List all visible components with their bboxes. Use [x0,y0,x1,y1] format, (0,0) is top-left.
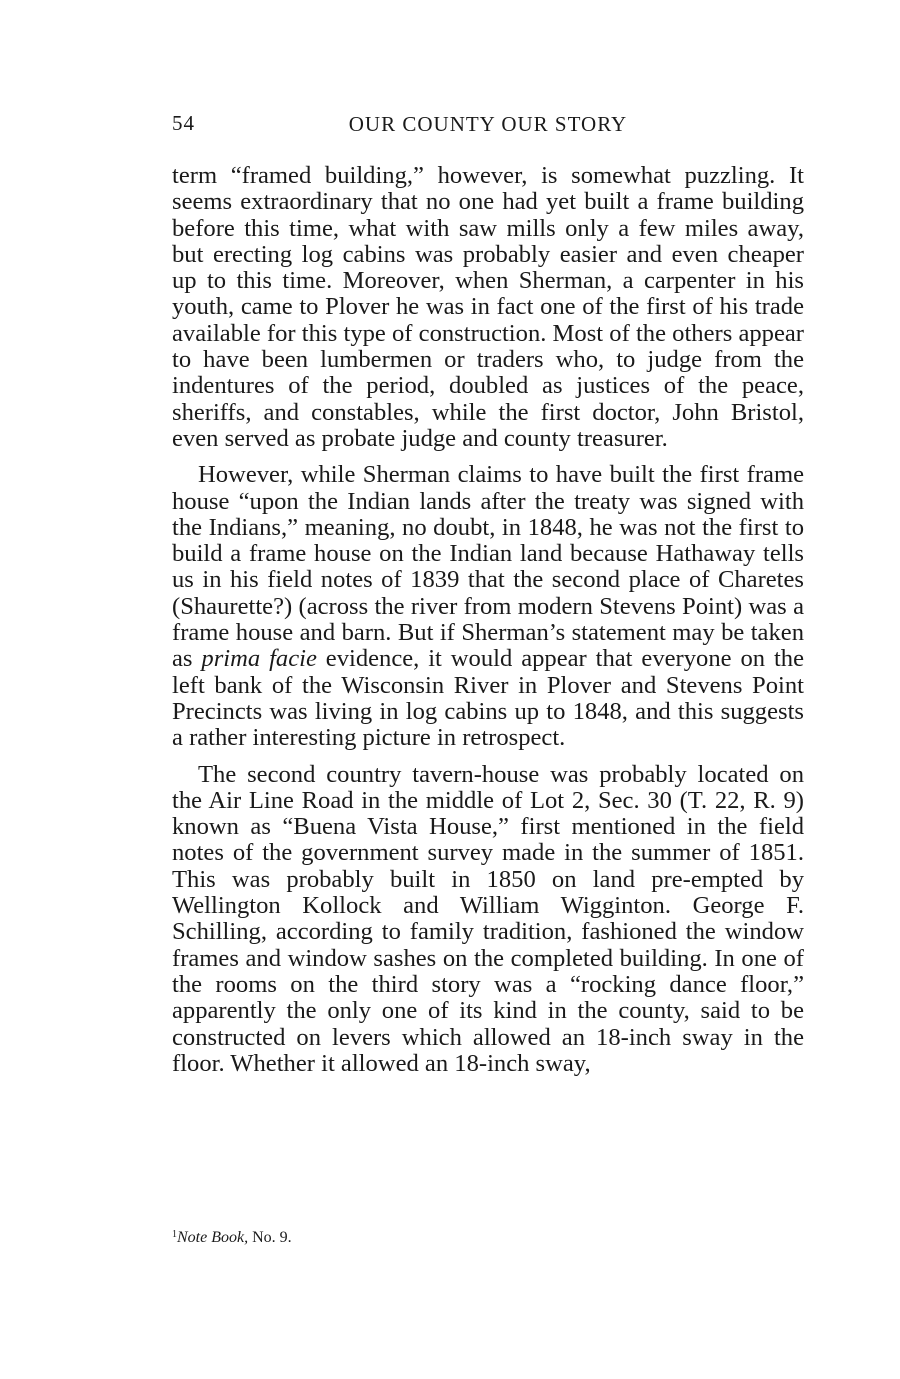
footnote [172,1225,804,1248]
footnote-marker: 1 [172,1229,177,1240]
paragraph-2-text-b: evidence, it would appear that everyone on the left bank of the Wisconsin River in Plover and Stevens Point Precincts was living in log cabins up to 1848, and this suggests a rather interesting picture in retrospect. [172,645,804,752]
paragraph-2-text-a: However, while Sherman claims to have built the first frame house “upon the Indian lands after the treaty was signed with the Indians,” meaning, no doubt, in 1848, he was not the first to build a frame house on the Indian land because Hathaway tells us in his field notes of 1839 that the second place of Charetes (Shaurette?) (across the river from modern Stevens Point) was a frame house and barn. But if Sherman’s statement may be taken as [172,461,804,673]
footnote-text: No. 9. [248,1229,292,1246]
running-title: OUR COUNTY OUR STORY [348,112,628,136]
paragraph-2-italic: prima facie [201,645,317,673]
paragraph-3: The second country tavern-house was probably located on the Air Line Road in the middle of Lot 2, Sec. 30 (T. 22, R. 9) known as “Buena Vista House,” first mentioned in the field notes of the government survey made in the summer of 1851. This was probably built in 1850 on land pre-empted by Wellington Kollock and William Wigginton. George F. Schilling, according to family tradition, fashioned the window frames and window sashes on the completed building. In one of the rooms on the third story was a “rocking dance floor,” apparently the only one of its kind in the county, said to be constructed on levers which allowed an 18-inch sway in the floor. Whether it allowed an 18-inch sway, [172,760,804,1077]
page-number: 54 [172,111,195,135]
paragraph-2 [172,462,804,751]
running-head [172,111,804,143]
body-text [172,163,804,1077]
footnote-italic: Note Book, [177,1229,249,1246]
paragraph-1: term “framed building,” however, is somewhat puzzling. It seems extraordinary that no one had yet built a frame building before this time, what with saw mills only a few miles away, but erecting log cabins was probably easier and even cheaper up to this time. Moreover, when Sherman, a carpenter in his youth, came to Plover he was in fact one of the first of his trade available for this type of construction. Most of the others appear to have been lumbermen or traders who, to judge from the indentures of the period, doubled as justices of the peace, sheriffs, and constables, while the first doctor, John Bristol, even served as probate judge and county treasurer. [172,162,804,452]
